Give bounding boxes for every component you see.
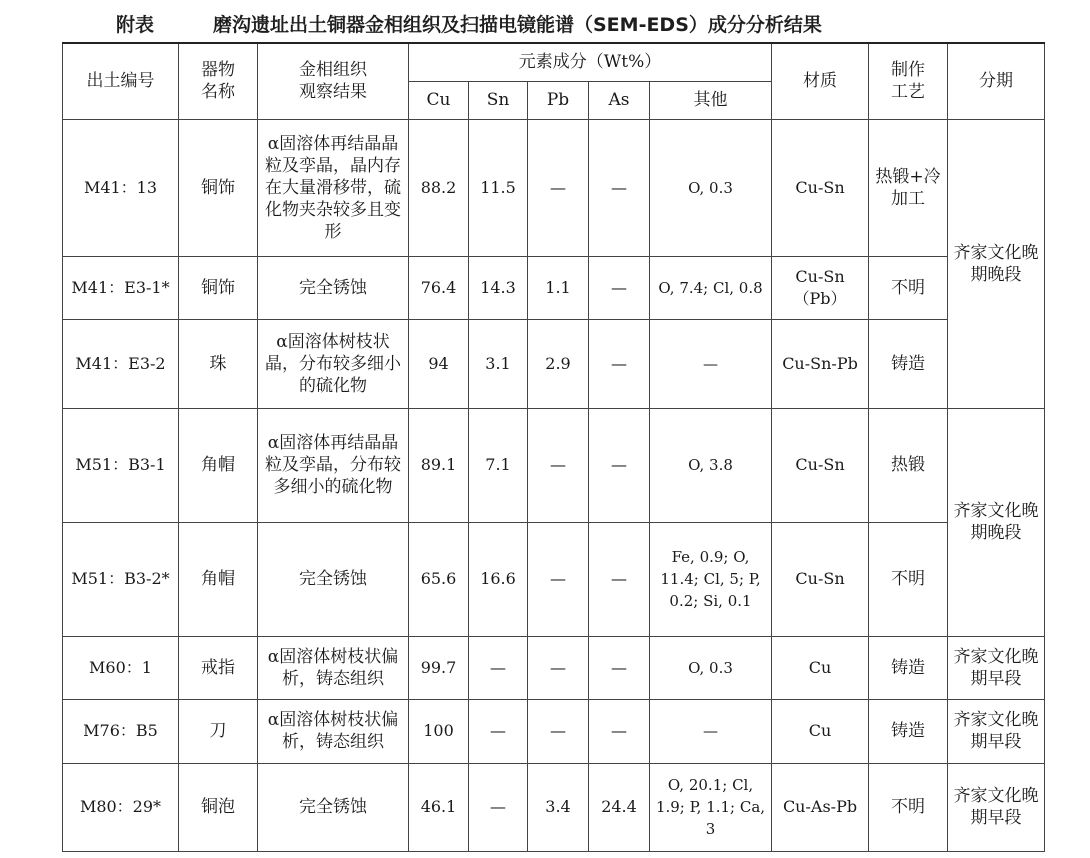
cell-id: M51：B3-2* — [63, 522, 179, 636]
cell-metallography: 完全锈蚀 — [258, 763, 409, 851]
cell-pb: 2.9 — [528, 319, 589, 408]
cell-metallography: 完全锈蚀 — [258, 522, 409, 636]
cell-craft: 铸造 — [869, 319, 948, 408]
cell-as: — — [589, 408, 650, 522]
cell-sn: 3.1 — [469, 319, 528, 408]
cell-craft: 不明 — [869, 522, 948, 636]
table-row — [63, 408, 1045, 522]
cell-cu: 46.1 — [409, 763, 469, 851]
cell-pb: 3.4 — [528, 763, 589, 851]
cell-period: 齐家文化晚期早段 — [948, 763, 1045, 851]
cell-material: Cu-Sn — [772, 119, 869, 256]
header-name — [179, 43, 258, 119]
cell-other: — — [650, 699, 772, 763]
cell-other: O, 0.3 — [650, 636, 772, 699]
cell-as: — — [589, 256, 650, 319]
cell-name: 铜泡 — [179, 763, 258, 851]
table-row — [63, 256, 1045, 319]
cell-pb: — — [528, 408, 589, 522]
cell-cu: 89.1 — [409, 408, 469, 522]
cell-cu: 65.6 — [409, 522, 469, 636]
table-label: 附表 — [116, 14, 155, 36]
cell-craft: 热锻 — [869, 408, 948, 522]
header-material: 材质 — [772, 43, 869, 119]
cell-name: 珠 — [179, 319, 258, 408]
cell-period: 齐家文化晚期早段 — [948, 636, 1045, 699]
header-craft — [869, 43, 948, 119]
header-metallography — [258, 43, 409, 119]
cell-metallography: α固溶体树枝状晶，分布较多细小的硫化物 — [258, 319, 409, 408]
cell-name: 铜饰 — [179, 119, 258, 256]
cell-sn: — — [469, 763, 528, 851]
header-id: 出土编号 — [63, 43, 179, 119]
header-as: As — [589, 81, 650, 119]
header-craft-line2: 工艺 — [891, 82, 926, 103]
table-row — [63, 699, 1045, 763]
cell-sn: — — [469, 699, 528, 763]
cell-as: 24.4 — [589, 763, 650, 851]
cell-id: M80：29* — [63, 763, 179, 851]
header-craft-line1: 制作 — [891, 60, 926, 81]
cell-id: M51：B3-1 — [63, 408, 179, 522]
cell-material: Cu-Sn-Pb — [772, 319, 869, 408]
cell-cu: 99.7 — [409, 636, 469, 699]
cell-pb: — — [528, 636, 589, 699]
cell-metallography: 完全锈蚀 — [258, 256, 409, 319]
cell-other: O, 3.8 — [650, 408, 772, 522]
table-row — [63, 636, 1045, 699]
cell-metallography: α固溶体树枝状偏析，铸态组织 — [258, 636, 409, 699]
header-name-line1: 器物 — [201, 60, 235, 81]
cell-cu: 76.4 — [409, 256, 469, 319]
cell-other: O, 20.1; Cl, 1.9; P, 1.1; Ca, 3 — [650, 763, 772, 851]
cell-cu: 94 — [409, 319, 469, 408]
cell-as: — — [589, 699, 650, 763]
cell-other: Fe, 0.9; O, 11.4; Cl, 5; P, 0.2; Si, 0.1 — [650, 522, 772, 636]
cell-other: — — [650, 319, 772, 408]
table-row — [63, 763, 1045, 851]
cell-as: — — [589, 522, 650, 636]
cell-name: 角帽 — [179, 408, 258, 522]
cell-metallography: α固溶体再结晶晶粒及孪晶，分布较多细小的硫化物 — [258, 408, 409, 522]
cell-material: Cu — [772, 636, 869, 699]
cell-material: Cu-As-Pb — [772, 763, 869, 851]
cell-sn: 16.6 — [469, 522, 528, 636]
cell-period: 齐家文化晚期晚段 — [948, 408, 1045, 636]
cell-other: O, 0.3 — [650, 119, 772, 256]
cell-sn: 7.1 — [469, 408, 528, 522]
cell-period: 齐家文化晚期早段 — [948, 699, 1045, 763]
cell-pb: — — [528, 119, 589, 256]
cell-pb: — — [528, 522, 589, 636]
cell-name: 戒指 — [179, 636, 258, 699]
cell-sn: 14.3 — [469, 256, 528, 319]
header-pb: Pb — [528, 81, 589, 119]
cell-material: Cu-Sn — [772, 408, 869, 522]
cell-cu: 88.2 — [409, 119, 469, 256]
cell-craft: 不明 — [869, 763, 948, 851]
cell-material: Cu-Sn （Pb） — [772, 256, 869, 319]
header-metallography-line1: 金相组织 — [299, 60, 367, 81]
header-name-line2: 名称 — [201, 82, 235, 103]
header-period: 分期 — [948, 43, 1045, 119]
cell-metallography: α固溶体树枝状偏析，铸态组织 — [258, 699, 409, 763]
composition-table — [62, 42, 1045, 852]
cell-name: 角帽 — [179, 522, 258, 636]
cell-as: — — [589, 319, 650, 408]
cell-sn: — — [469, 636, 528, 699]
cell-craft: 铸造 — [869, 636, 948, 699]
table-title — [0, 10, 1090, 38]
header-cu: Cu — [409, 81, 469, 119]
header-other: 其他 — [650, 81, 772, 119]
cell-name: 刀 — [179, 699, 258, 763]
cell-craft: 热锻+冷加工 — [869, 119, 948, 256]
cell-id: M76：B5 — [63, 699, 179, 763]
cell-craft: 铸造 — [869, 699, 948, 763]
cell-craft: 不明 — [869, 256, 948, 319]
cell-sn: 11.5 — [469, 119, 528, 256]
cell-id: M41：13 — [63, 119, 179, 256]
header-sn: Sn — [469, 81, 528, 119]
cell-cu: 100 — [409, 699, 469, 763]
table-row — [63, 119, 1045, 256]
cell-other: O, 7.4; Cl, 0.8 — [650, 256, 772, 319]
cell-as: — — [589, 119, 650, 256]
cell-as: — — [589, 636, 650, 699]
table-caption: 磨沟遗址出土铜器金相组织及扫描电镜能谱（SEM-EDS）成分分析结果 — [213, 14, 822, 36]
cell-material: Cu-Sn — [772, 522, 869, 636]
cell-pb: 1.1 — [528, 256, 589, 319]
cell-period: 齐家文化晚期晚段 — [948, 119, 1045, 408]
header-metallography-line2: 观察结果 — [299, 82, 367, 103]
cell-metallography: α固溶体再结晶晶粒及孪晶，晶内存在大量滑移带，硫化物夹杂较多且变形 — [258, 119, 409, 256]
cell-material: Cu — [772, 699, 869, 763]
cell-id: M60：1 — [63, 636, 179, 699]
table-row — [63, 522, 1045, 636]
table-row — [63, 319, 1045, 408]
cell-pb: — — [528, 699, 589, 763]
cell-id: M41：E3-1* — [63, 256, 179, 319]
header-elements: 元素成分（Wt%） — [409, 43, 772, 81]
cell-id: M41：E3-2 — [63, 319, 179, 408]
cell-name: 铜饰 — [179, 256, 258, 319]
